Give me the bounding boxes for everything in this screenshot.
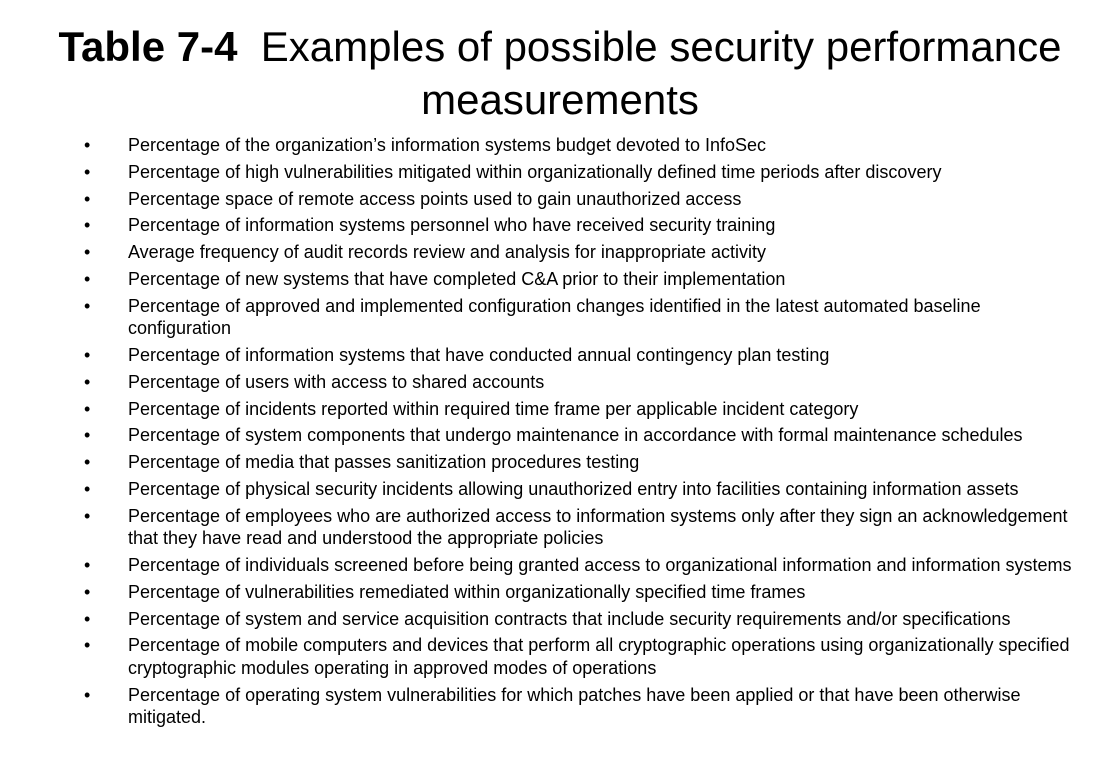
bullet-icon: •: [84, 215, 91, 236]
bullet-icon: •: [84, 345, 91, 366]
list-item: [84, 451, 1074, 474]
list-item-text: Percentage of vulnerabilities remediated within organizationally specified time frames: [128, 581, 806, 602]
bullet-icon: •: [84, 135, 91, 155]
list-item: [84, 478, 1074, 501]
list-item: [84, 188, 1074, 211]
bullet-icon: •: [84, 371, 91, 392]
measurement-list: [84, 134, 1074, 733]
list-item-text: Percentage of approved and implemented configuration changes identified in the latest automated baseline configuration: [128, 295, 981, 339]
list-item-text: Percentage of the organization’s information systems budget devoted to InfoSec: [128, 135, 767, 155]
list-item-text: Percentage of operating system vulnerabilities for which patches have been applied or that have been otherwise mitigated.: [128, 684, 1021, 728]
list-item: [84, 161, 1074, 184]
list-item: [84, 505, 1074, 550]
slide-title: [0, 20, 1120, 126]
bullet-icon: •: [84, 242, 91, 263]
list-item: [84, 268, 1074, 291]
list-item: [84, 581, 1074, 604]
list-item: [84, 371, 1074, 394]
list-item-text: Percentage of individuals screened before being granted access to organizational information and information systems: [128, 555, 1072, 576]
list-item: [84, 295, 1074, 340]
list-item-text: Percentage space of remote access points used to gain unauthorized access: [128, 188, 742, 209]
bullet-icon: •: [84, 608, 91, 629]
list-item-text: Percentage of information systems personnel who have received security training: [128, 215, 776, 236]
list-item: [84, 684, 1074, 729]
list-item: [84, 241, 1074, 264]
list-item-text: Percentage of high vulnerabilities mitigated within organizationally defined time periods after discovery: [128, 161, 942, 182]
bullet-icon: •: [84, 581, 91, 602]
list-item: [84, 634, 1074, 679]
bullet-icon: •: [84, 188, 91, 209]
list-item: [84, 554, 1074, 577]
title-text: Examples of possible security performance measurements: [260, 23, 1062, 123]
bullet-icon: •: [84, 452, 91, 473]
list-item: [84, 608, 1074, 631]
list-item: [84, 214, 1074, 237]
bullet-icon: •: [84, 295, 91, 316]
list-item-text: Percentage of employees who are authorized access to information systems only after they sign an acknowledgement that they have read and understood the appropriate policies: [128, 505, 1068, 549]
list-item-text: Percentage of incidents reported within required time frame per applicable incident category: [128, 398, 859, 419]
table-label: Table 7-4: [58, 23, 238, 70]
bullet-icon: •: [84, 505, 91, 526]
bullet-icon: •: [84, 398, 91, 419]
bullet-icon: •: [84, 684, 91, 705]
bullet-icon: •: [84, 161, 91, 182]
list-item-text: Percentage of users with access to shared accounts: [128, 371, 545, 392]
list-item: [84, 398, 1074, 421]
bullet-icon: •: [84, 425, 91, 446]
bullet-icon: •: [84, 555, 91, 576]
list-item-text: Percentage of information systems that have conducted annual contingency plan testing: [128, 345, 830, 366]
list-item-text: Percentage of mobile computers and devices that perform all cryptographic operations using organizationally specified cryptographic modules operating in approved modes of operations: [128, 635, 1070, 679]
list-item-text: Average frequency of audit records review and analysis for inappropriate activity: [128, 242, 767, 263]
bullet-icon: •: [84, 635, 91, 656]
list-item: [84, 134, 1074, 157]
list-item-text: Percentage of physical security incidents allowing unauthorized entry into facilities containing information assets: [128, 478, 1019, 499]
list-item-text: Percentage of system components that undergo maintenance in accordance with formal maintenance schedules: [128, 425, 1023, 446]
bullet-icon: •: [84, 478, 91, 499]
list-item: [84, 344, 1074, 367]
bullet-icon: •: [84, 268, 91, 289]
list-item-text: Percentage of system and service acquisition contracts that include security requirements and/or specifications: [128, 608, 1011, 629]
list-item-text: Percentage of media that passes sanitization procedures testing: [128, 452, 640, 473]
list-item: [84, 424, 1074, 447]
list-item-text: Percentage of new systems that have completed C&A prior to their implementation: [128, 268, 786, 289]
